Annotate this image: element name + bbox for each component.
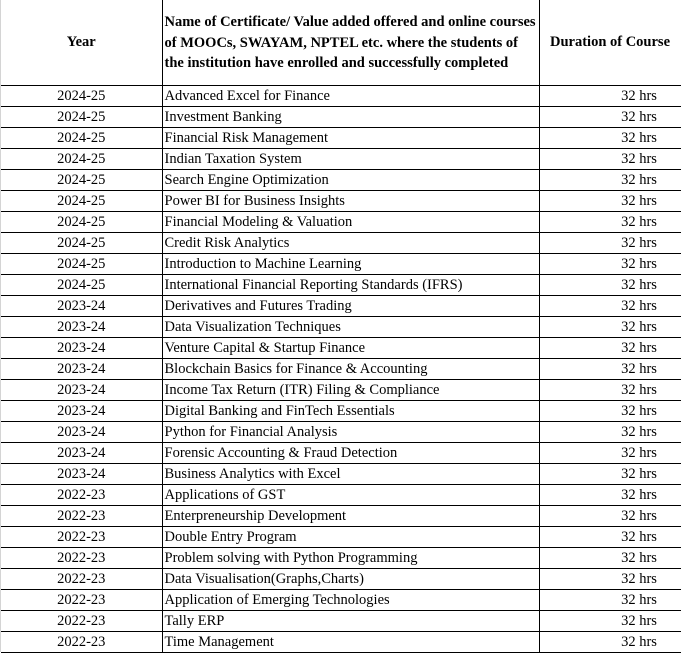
table-row bbox=[1, 506, 681, 527]
table-row bbox=[1, 296, 681, 317]
year-cell[interactable]: 2022-23 bbox=[1, 590, 162, 611]
duration-cell[interactable]: 32 hrs bbox=[539, 107, 681, 128]
duration-cell[interactable]: 32 hrs bbox=[539, 422, 681, 443]
year-cell[interactable]: 2024-25 bbox=[1, 149, 162, 170]
table-row bbox=[1, 191, 681, 212]
duration-cell[interactable]: 32 hrs bbox=[539, 254, 681, 275]
year-cell[interactable]: 2024-25 bbox=[1, 128, 162, 149]
duration-cell[interactable]: 32 hrs bbox=[539, 380, 681, 401]
header-duration: Duration of Course bbox=[539, 0, 681, 86]
course-name-cell[interactable]: Double Entry Program bbox=[162, 527, 539, 548]
duration-cell[interactable]: 32 hrs bbox=[539, 128, 681, 149]
table-row bbox=[1, 170, 681, 191]
table-row bbox=[1, 485, 681, 506]
year-cell[interactable]: 2022-23 bbox=[1, 611, 162, 632]
duration-cell[interactable]: 32 hrs bbox=[539, 86, 681, 107]
duration-cell[interactable]: 32 hrs bbox=[539, 149, 681, 170]
duration-cell[interactable]: 32 hrs bbox=[539, 191, 681, 212]
course-name-cell[interactable]: Financial Risk Management bbox=[162, 128, 539, 149]
table-row bbox=[1, 107, 681, 128]
course-name-cell[interactable]: Enterpreneurship Development bbox=[162, 506, 539, 527]
table-row bbox=[1, 128, 681, 149]
course-name-cell[interactable]: Data Visualization Techniques bbox=[162, 317, 539, 338]
table-row bbox=[1, 401, 681, 422]
table-row bbox=[1, 611, 681, 632]
year-cell[interactable]: 2024-25 bbox=[1, 191, 162, 212]
course-name-cell[interactable]: Income Tax Return (ITR) Filing & Compliance bbox=[162, 380, 539, 401]
year-cell[interactable]: 2022-23 bbox=[1, 632, 162, 653]
course-name-cell[interactable]: Credit Risk Analytics bbox=[162, 233, 539, 254]
header-row bbox=[1, 0, 681, 86]
table-row bbox=[1, 632, 681, 653]
year-cell[interactable]: 2023-24 bbox=[1, 443, 162, 464]
course-name-cell[interactable]: Time Management bbox=[162, 632, 539, 653]
course-name-cell[interactable]: Indian Taxation System bbox=[162, 149, 539, 170]
course-name-cell[interactable]: Advanced Excel for Finance bbox=[162, 86, 539, 107]
duration-cell[interactable]: 32 hrs bbox=[539, 170, 681, 191]
duration-cell[interactable]: 32 hrs bbox=[539, 233, 681, 254]
table-row bbox=[1, 359, 681, 380]
duration-cell[interactable]: 32 hrs bbox=[539, 485, 681, 506]
course-name-cell[interactable]: Financial Modeling & Valuation bbox=[162, 212, 539, 233]
duration-cell[interactable]: 32 hrs bbox=[539, 401, 681, 422]
duration-cell[interactable]: 32 hrs bbox=[539, 527, 681, 548]
year-cell[interactable]: 2023-24 bbox=[1, 422, 162, 443]
course-name-cell[interactable]: Forensic Accounting & Fraud Detection bbox=[162, 443, 539, 464]
course-name-cell[interactable]: Search Engine Optimization bbox=[162, 170, 539, 191]
year-cell[interactable]: 2022-23 bbox=[1, 485, 162, 506]
table-row bbox=[1, 338, 681, 359]
table-row bbox=[1, 464, 681, 485]
course-name-cell[interactable]: Application of Emerging Technologies bbox=[162, 590, 539, 611]
course-name-cell[interactable]: Power BI for Business Insights bbox=[162, 191, 539, 212]
table-row bbox=[1, 422, 681, 443]
course-name-cell[interactable]: Investment Banking bbox=[162, 107, 539, 128]
course-name-cell[interactable]: Data Visualisation(Graphs,Charts) bbox=[162, 569, 539, 590]
table-row bbox=[1, 212, 681, 233]
duration-cell[interactable]: 32 hrs bbox=[539, 548, 681, 569]
year-cell[interactable]: 2024-25 bbox=[1, 107, 162, 128]
duration-cell[interactable]: 32 hrs bbox=[539, 443, 681, 464]
table-row bbox=[1, 443, 681, 464]
table-row bbox=[1, 275, 681, 296]
duration-cell[interactable]: 32 hrs bbox=[539, 317, 681, 338]
table-row bbox=[1, 548, 681, 569]
year-cell[interactable]: 2023-24 bbox=[1, 401, 162, 422]
duration-cell[interactable]: 32 hrs bbox=[539, 632, 681, 653]
year-cell[interactable]: 2024-25 bbox=[1, 233, 162, 254]
course-name-cell[interactable]: Introduction to Machine Learning bbox=[162, 254, 539, 275]
table-row bbox=[1, 527, 681, 548]
duration-cell[interactable]: 32 hrs bbox=[539, 212, 681, 233]
header-year: Year bbox=[1, 0, 162, 86]
table-row bbox=[1, 590, 681, 611]
duration-cell[interactable]: 32 hrs bbox=[539, 338, 681, 359]
course-name-cell[interactable]: Python for Financial Analysis bbox=[162, 422, 539, 443]
table-row bbox=[1, 86, 681, 107]
table-row bbox=[1, 317, 681, 338]
duration-cell[interactable]: 32 hrs bbox=[539, 275, 681, 296]
year-cell[interactable]: 2023-24 bbox=[1, 338, 162, 359]
table-row bbox=[1, 149, 681, 170]
duration-cell[interactable]: 32 hrs bbox=[539, 359, 681, 380]
year-cell[interactable]: 2023-24 bbox=[1, 359, 162, 380]
course-name-cell[interactable]: Blockchain Basics for Finance & Accounting bbox=[162, 359, 539, 380]
table-row bbox=[1, 233, 681, 254]
course-name-cell[interactable]: International Financial Reporting Standards (IFRS) bbox=[162, 275, 539, 296]
duration-cell[interactable]: 32 hrs bbox=[539, 296, 681, 317]
table-body bbox=[1, 86, 681, 653]
duration-cell[interactable]: 32 hrs bbox=[539, 506, 681, 527]
year-cell[interactable]: 2022-23 bbox=[1, 527, 162, 548]
year-cell[interactable]: 2023-24 bbox=[1, 296, 162, 317]
duration-cell[interactable]: 32 hrs bbox=[539, 611, 681, 632]
year-cell[interactable]: 2024-25 bbox=[1, 86, 162, 107]
course-name-cell[interactable]: Digital Banking and FinTech Essentials bbox=[162, 401, 539, 422]
year-cell[interactable]: 2024-25 bbox=[1, 212, 162, 233]
year-cell[interactable]: 2022-23 bbox=[1, 506, 162, 527]
year-cell[interactable]: 2023-24 bbox=[1, 317, 162, 338]
header-course-name: Name of Certificate/ Value added offered and online courses of MOOCs, SWAYAM, NPTEL etc. where the students of the institution have enrolled and successfully completed bbox=[162, 0, 539, 86]
year-cell[interactable]: 2022-23 bbox=[1, 569, 162, 590]
year-cell[interactable]: 2022-23 bbox=[1, 548, 162, 569]
course-name-cell[interactable]: Tally ERP bbox=[162, 611, 539, 632]
duration-cell[interactable]: 32 hrs bbox=[539, 464, 681, 485]
course-name-cell[interactable]: Applications of GST bbox=[162, 485, 539, 506]
course-name-cell[interactable]: Problem solving with Python Programming bbox=[162, 548, 539, 569]
course-name-cell[interactable]: Venture Capital & Startup Finance bbox=[162, 338, 539, 359]
table-row bbox=[1, 380, 681, 401]
duration-cell[interactable]: 32 hrs bbox=[539, 590, 681, 611]
year-cell[interactable]: 2024-25 bbox=[1, 254, 162, 275]
year-cell[interactable]: 2024-25 bbox=[1, 170, 162, 191]
table-row bbox=[1, 254, 681, 275]
course-name-cell[interactable]: Derivatives and Futures Trading bbox=[162, 296, 539, 317]
table-row bbox=[1, 569, 681, 590]
courses-table bbox=[1, 0, 681, 653]
year-cell[interactable]: 2024-25 bbox=[1, 275, 162, 296]
course-name-cell[interactable]: Business Analytics with Excel bbox=[162, 464, 539, 485]
duration-cell[interactable]: 32 hrs bbox=[539, 569, 681, 590]
year-cell[interactable]: 2023-24 bbox=[1, 380, 162, 401]
year-cell[interactable]: 2023-24 bbox=[1, 464, 162, 485]
